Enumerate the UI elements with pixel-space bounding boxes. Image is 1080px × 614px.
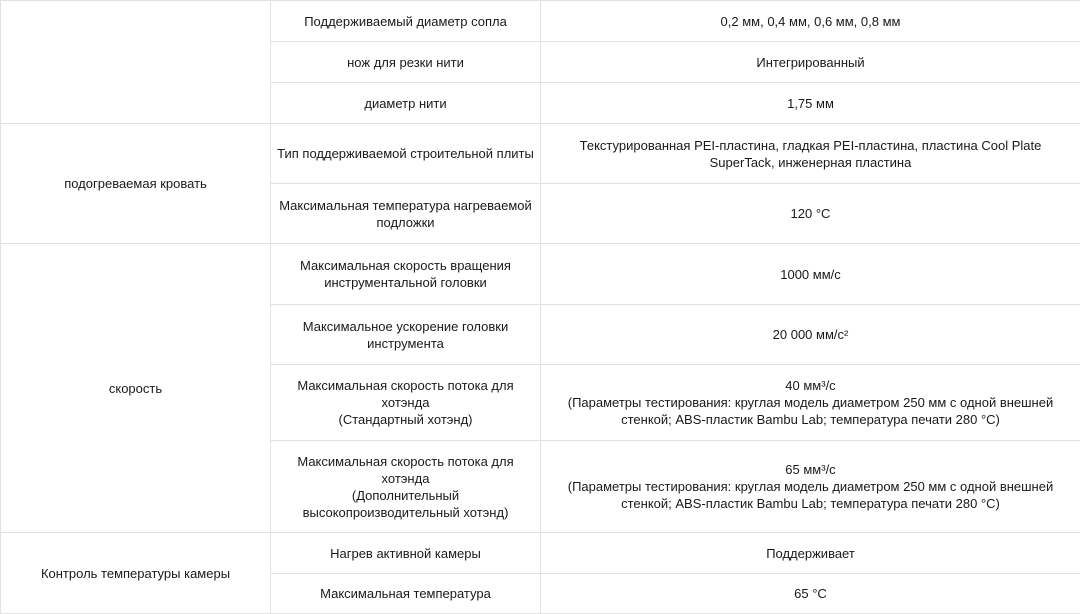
param-cell: Тип поддерживаемой строительной плиты: [271, 124, 541, 184]
param-cell: нож для резки нити: [271, 42, 541, 83]
param-cell: Максимальная температура нагреваемой подложки: [271, 184, 541, 244]
value-cell: 1,75 мм: [541, 83, 1080, 124]
value-cell: Интегрированный: [541, 42, 1080, 83]
value-text: 65 мм³/с: [785, 462, 836, 477]
value-note: (Параметры тестирования: круглая модель диаметром 250 мм с одной внешней стенкой; ABS-пластик Bambu Lab; температура печати 280 °C): [567, 479, 1054, 511]
param-cell: [271, 441, 541, 533]
table-row: [1, 244, 1080, 305]
table-row: [1, 533, 1080, 574]
param-text: Максимальная скорость потока для хотэнда: [297, 378, 514, 410]
category-cell-empty: [1, 1, 271, 124]
value-cell: [541, 441, 1080, 533]
category-cell: подогреваемая кровать: [1, 124, 271, 244]
value-note: (Параметры тестирования: круглая модель диаметром 250 мм с одной внешней стенкой; ABS-пластик Bambu Lab; температура печати 280 °C): [567, 395, 1054, 427]
param-cell: Максимальная температура: [271, 574, 541, 614]
param-cell: Нагрев активной камеры: [271, 533, 541, 574]
param-note: (Стандартный хотэнд): [338, 412, 473, 427]
value-cell: 65 °C: [541, 574, 1080, 614]
param-cell: Поддерживаемый диаметр сопла: [271, 1, 541, 42]
value-cell: 120 °C: [541, 184, 1080, 244]
value-cell: Текстурированная PEI-пластина, гладкая PEI-пластина, пластина Cool Plate SuperTack, инженерная пластина: [541, 124, 1080, 184]
table-row: [1, 1, 1080, 42]
value-cell: [541, 365, 1080, 441]
value-cell: 0,2 мм, 0,4 мм, 0,6 мм, 0,8 мм: [541, 1, 1080, 42]
value-text: 40 мм³/с: [785, 378, 836, 393]
param-cell: [271, 365, 541, 441]
param-note: (Дополнительный высокопроизводительный хотэнд): [302, 487, 509, 520]
category-cell: скорость: [1, 244, 271, 533]
param-cell: диаметр нити: [271, 83, 541, 124]
value-cell: 20 000 мм/с²: [541, 305, 1080, 365]
value-cell: Поддерживает: [541, 533, 1080, 574]
param-cell: Максимальное ускорение головки инструмента: [271, 305, 541, 365]
param-cell: Максимальная скорость вращения инструментальной головки: [271, 244, 541, 305]
table-row: [1, 124, 1080, 184]
value-cell: 1000 мм/с: [541, 244, 1080, 305]
category-cell: Контроль температуры камеры: [1, 533, 271, 614]
param-text: Максимальная скорость потока для хотэнда: [297, 453, 514, 486]
